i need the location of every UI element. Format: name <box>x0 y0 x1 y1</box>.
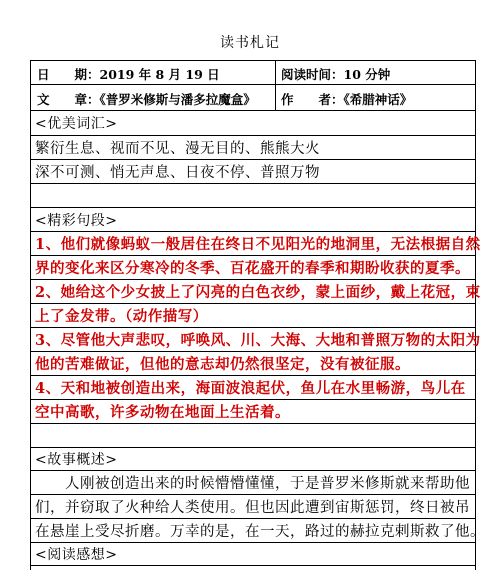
author-value: 《希腊神话》 <box>343 92 413 107</box>
ruled-line <box>31 399 475 400</box>
story-header: <故事概述> <box>35 452 118 468</box>
ruled-line <box>31 279 475 280</box>
sentence-line: 2、她给这个少女披上了闪亮的白色衣纱，蒙上面纱，戴上花冠，束 <box>35 284 481 301</box>
ruled-line <box>31 159 475 160</box>
sentences-header: <精彩句段> <box>35 213 118 229</box>
ruled-line <box>31 135 475 136</box>
read-time-value: 10 分钟 <box>343 67 391 82</box>
sentence-line: 空中高歌，许多动物在地面上生活着。 <box>35 404 290 421</box>
ruled-line <box>31 494 475 495</box>
ruled-line <box>31 303 475 304</box>
read-time-label: 阅读时间： <box>281 67 344 82</box>
author-label: 作 者： <box>281 92 344 107</box>
ruled-line <box>31 255 475 256</box>
author-field <box>281 90 412 108</box>
ruled-line <box>31 375 475 376</box>
table-bottom-border <box>31 110 475 111</box>
article-value: 《普罗米修斯与潘多拉魔盒》 <box>99 92 256 107</box>
date-label: 日 期： <box>37 67 100 82</box>
article-field <box>37 90 256 108</box>
story-line: 在悬崖上受尽折磨。万幸的是，在一天，路过的赫拉克剌斯救了他。 <box>35 524 485 540</box>
table-row-divider <box>31 84 475 85</box>
ruled-line <box>31 183 475 184</box>
vocab-line-1: 繁衍生息、视而不见、漫无目的、熊熊大火 <box>35 141 320 157</box>
sentence-line: 3、尽管他大声悲叹，呼唤风、川、大海、大地和普照万物的太阳为 <box>35 332 481 349</box>
ruled-line <box>31 518 475 519</box>
table-top-border <box>31 60 475 61</box>
sentence-line: 1、他们就像蚂蚁一般居住在终日不见阳光的地洞里，无法根据自然 <box>35 236 481 253</box>
ruled-line <box>31 207 475 208</box>
read-time-field <box>281 65 390 83</box>
story-line: 人刚被创造出来的时候懵懵懂懂，于是普罗米修斯就来帮助他 <box>35 476 470 492</box>
page-title: 读书札记 <box>220 35 280 51</box>
feeling-header: <阅读感想> <box>35 547 118 563</box>
ruled-line <box>31 327 475 328</box>
notes-sheet <box>30 60 485 570</box>
vocab-header: <优美词汇> <box>35 116 118 132</box>
ruled-line <box>31 447 475 448</box>
story-line: 们，并窃取了火种给人类使用。但也因此遭到宙斯惩罚，终日被吊 <box>35 500 470 516</box>
sentence-line: 界的变化来区分寒冷的冬季、百花盛开的春季和期盼收获的夏季。 <box>35 260 470 277</box>
table-column-divider <box>275 60 276 110</box>
sentence-line: 上了金发带。（动作描写） <box>35 308 208 325</box>
date-field <box>37 65 220 83</box>
article-label: 文 章： <box>37 92 100 107</box>
ruled-line <box>31 542 475 543</box>
sentence-line: 4、天和地被创造出来，海面波浪起伏，鱼儿在水里畅游，鸟儿在 <box>35 380 466 397</box>
vocab-line-2: 深不可测、悄无声息、日夜不停、普照万物 <box>35 165 320 181</box>
ruled-line <box>31 470 475 471</box>
ruled-line <box>31 231 475 232</box>
date-value: 2019 年 8 月 19 日 <box>99 67 220 82</box>
ruled-line <box>31 423 475 424</box>
sentence-line: 他的苦难做证，但他的意志却仍然很坚定，没有被征服。 <box>35 356 410 373</box>
ruled-line <box>31 351 475 352</box>
